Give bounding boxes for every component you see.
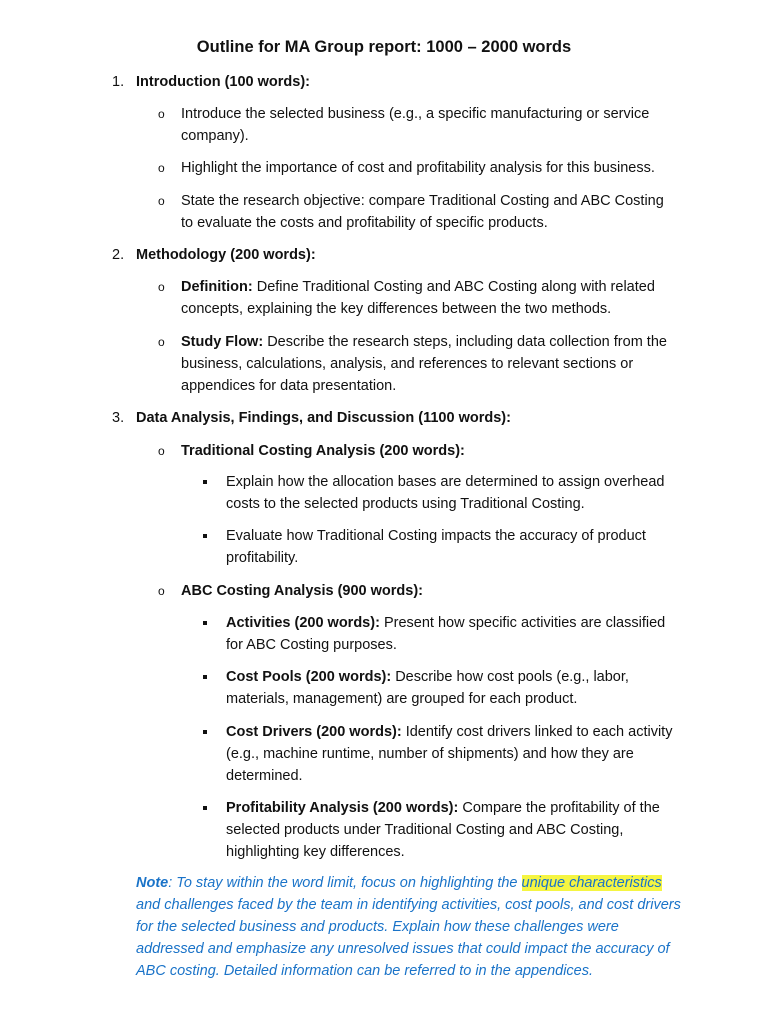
item-text: Define Traditional Costing and ABC Costing along with related concepts, explaining the key differences between the two methods. bbox=[181, 279, 655, 317]
circle-bullet-icon: o bbox=[158, 194, 165, 208]
list-item: Evaluate how Traditional Costing impacts the accuracy of product profitability. bbox=[226, 528, 646, 566]
circle-bullet-icon: o bbox=[158, 107, 165, 121]
list-item: Explain how the allocation bases are determined to assign overhead costs to the selected products using Traditional Costing. bbox=[226, 474, 665, 512]
list-item bbox=[181, 580, 676, 602]
list-item bbox=[226, 797, 676, 863]
circle-bullet-icon: o bbox=[158, 161, 165, 175]
highlighted-text: unique characteristics bbox=[521, 875, 662, 891]
item-label: Study Flow: bbox=[181, 334, 264, 350]
item-text: Describe the research steps, including data collection from the business, calculations, analysis, and references to relevant sections or appendices for data presentation. bbox=[181, 334, 667, 394]
item-label: Traditional Costing Analysis (200 words): bbox=[181, 443, 465, 459]
item-label: Definition: bbox=[181, 279, 253, 295]
circle-bullet-icon: o bbox=[158, 444, 165, 458]
list-item bbox=[181, 276, 676, 320]
list-item bbox=[181, 440, 676, 462]
list-item bbox=[226, 721, 676, 787]
list-item: Introduce the selected business (e.g., a specific manufacturing or service company). bbox=[181, 106, 650, 144]
section-heading: Methodology (200 words): bbox=[136, 247, 316, 263]
circle-bullet-icon: o bbox=[158, 280, 165, 294]
item-label: Activities (200 words): bbox=[226, 615, 380, 631]
section-heading: Data Analysis, Findings, and Discussion (1100 words): bbox=[136, 410, 511, 426]
list-item: Highlight the importance of cost and profitability analysis for this business. bbox=[181, 160, 655, 176]
section-number: 1. bbox=[112, 74, 125, 90]
note-text: and challenges faced by the team in identifying activities, cost pools, and cost drivers for the selected business and products. Explain how these challenges were addressed and emphasize any unresolved issues that could impact the accuracy of ABC costing. Detailed information can be referred to in the appendices. bbox=[136, 897, 681, 979]
section-heading: Introduction (100 words): bbox=[136, 74, 310, 90]
circle-bullet-icon: o bbox=[158, 335, 165, 349]
list-item bbox=[226, 666, 676, 710]
note-paragraph bbox=[136, 872, 681, 982]
note-label: Note bbox=[136, 875, 169, 891]
item-label: ABC Costing Analysis (900 words): bbox=[181, 583, 423, 599]
section-number: 2. bbox=[112, 247, 125, 263]
list-item: State the research objective: compare Traditional Costing and ABC Costing to evaluate the costs and profitability of specific products. bbox=[181, 193, 664, 231]
item-text: Present how specific activities are classified for ABC Costing purposes. bbox=[226, 615, 666, 653]
item-text: Describe how cost pools (e.g., labor, materials, management) are grouped for each product. bbox=[226, 669, 629, 707]
item-label: Profitability Analysis (200 words): bbox=[226, 800, 459, 816]
list-item bbox=[226, 612, 676, 656]
circle-bullet-icon: o bbox=[158, 584, 165, 598]
item-text: Compare the profitability of the selected products under Traditional Costing and ABC Costing, highlighting key differences. bbox=[226, 800, 660, 860]
note-text: : To stay within the word limit, focus on highlighting the bbox=[168, 875, 522, 891]
item-label: Cost Pools (200 words): bbox=[226, 669, 392, 685]
section-number: 3. bbox=[112, 410, 125, 426]
list-item bbox=[181, 331, 676, 397]
item-label: Cost Drivers (200 words): bbox=[226, 724, 402, 740]
page-title: Outline for MA Group report: 1000 – 2000 words bbox=[196, 38, 572, 56]
item-text: Identify cost drivers linked to each activity (e.g., machine runtime, number of shipments) and how they are determined. bbox=[226, 724, 673, 784]
